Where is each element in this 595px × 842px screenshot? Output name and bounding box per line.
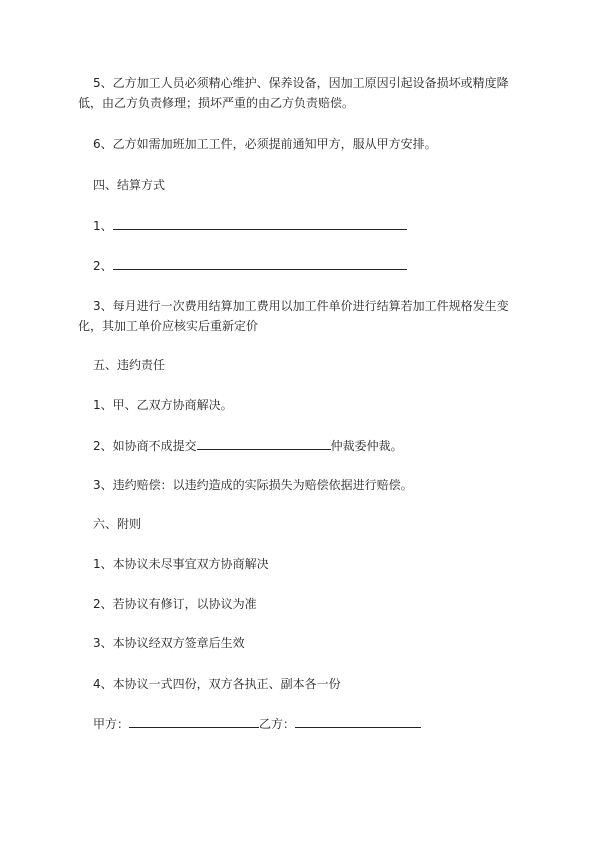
settlement-item-2-label: 2、 (93, 259, 113, 273)
party-b-signature-blank[interactable] (295, 716, 421, 728)
section-6-heading: 六、附则 (93, 517, 142, 531)
breach-item-1: 1、甲、乙双方协商解决。 (93, 398, 233, 412)
appendix-item-1: 1、本协议未尽事宜双方协商解决 (93, 557, 269, 571)
settlement-item-2 (93, 258, 407, 273)
party-a-signature-blank[interactable] (129, 716, 259, 728)
fill-in-blank[interactable] (113, 218, 407, 230)
clause-6: 6、乙方如需加班加工工件，必须提前通知甲方，服从甲方安排。 (93, 137, 437, 151)
clause-5-line-1: 5、乙方加工人员必须精心维护、保养设备，因加工原因引起设备损坏或精度降 (93, 76, 509, 90)
clause-3-line-2: 化，其加工单价应核实后重新定价 (78, 319, 259, 333)
settlement-item-1-label: 1、 (93, 219, 113, 233)
party-a-label: 甲方： (93, 717, 130, 731)
breach-item-3: 3、违约赔偿：以违约造成的实际损失为赔偿依据进行赔偿。 (93, 478, 413, 492)
arbitration-blank[interactable] (197, 438, 331, 450)
appendix-item-4: 4、本协议一式四份，双方各执正、副本各一份 (93, 677, 341, 691)
section-4-heading: 四、结算方式 (93, 178, 166, 192)
appendix-item-2: 2、若协议有修订，以协议为准 (93, 597, 257, 611)
appendix-item-3: 3、本协议经双方签章后生效 (93, 636, 245, 650)
clause-5-line-2: 低，由乙方负责修理；损坏严重的由乙方负责赔偿。 (78, 96, 355, 110)
section-5-heading: 五、违约责任 (93, 358, 166, 372)
clause-3-line-1: 3、每月进行一次费用结算加工费用以加工件单价进行结算若加工件规格发生变 (93, 299, 509, 313)
party-b-label: 乙方： (259, 717, 296, 731)
settlement-item-1 (93, 218, 407, 233)
breach-item-2 (93, 438, 403, 453)
signature-row (93, 716, 421, 731)
fill-in-blank[interactable] (113, 258, 407, 270)
breach-item-2-suffix: 仲裁委仲裁。 (330, 439, 403, 453)
breach-item-2-text: 2、如协商不成提交 (93, 439, 197, 453)
